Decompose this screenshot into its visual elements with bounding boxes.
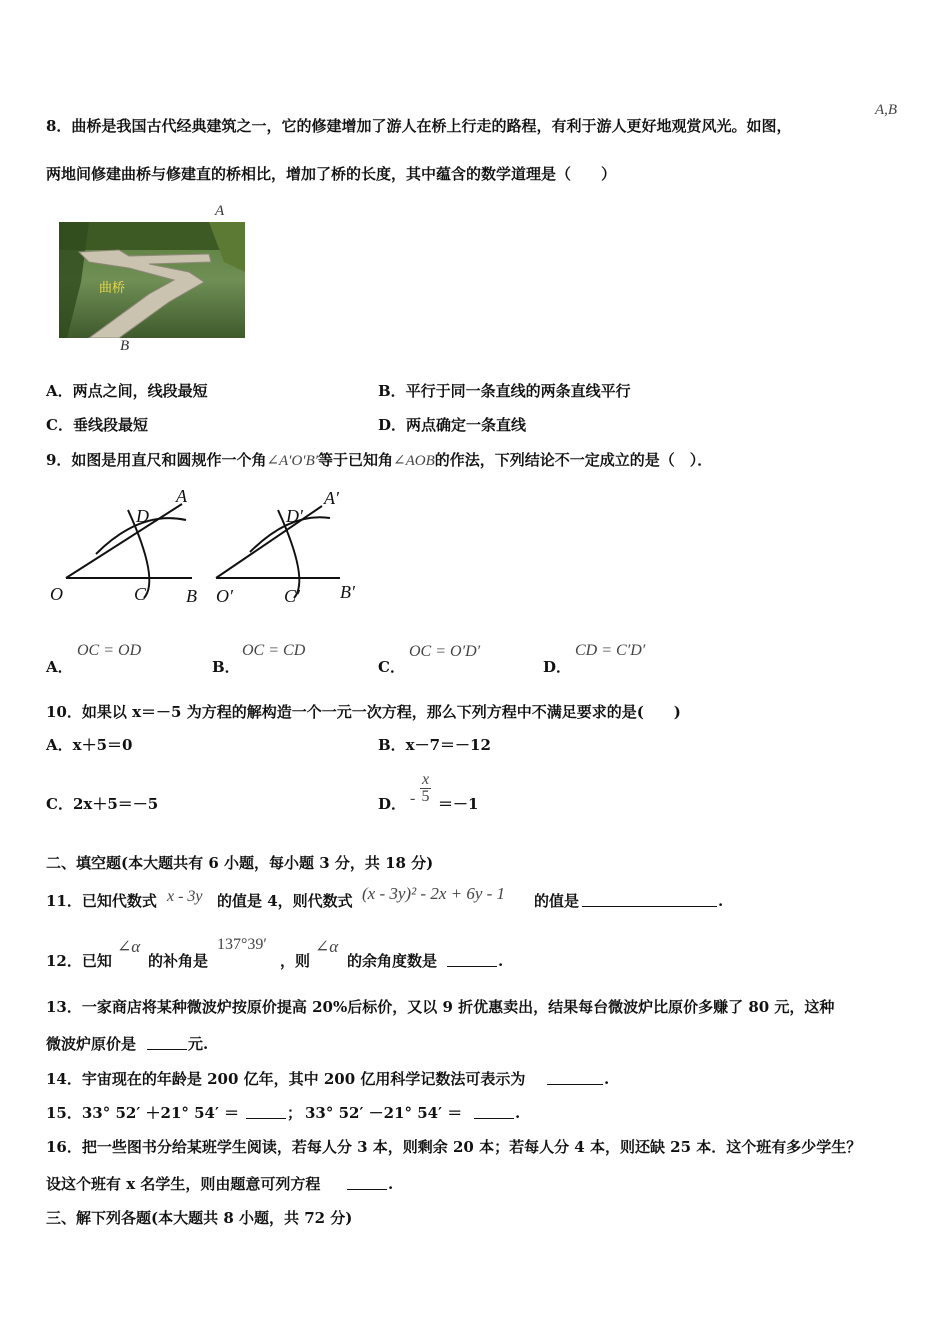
q15-answer-blank-2[interactable] <box>474 1104 514 1119</box>
q10-stem: 10．如果以 x＝－5 为方程的解构造一个一元一次方程，那么下列方程中不满足要求的是( ) <box>46 703 681 721</box>
q12-mid1: 的补角是 <box>148 952 209 970</box>
label-b-prime: B′ <box>340 582 355 602</box>
label-c: C <box>134 584 147 604</box>
q12-alpha2: ∠α <box>315 937 339 956</box>
q10-option-d-letter: D． <box>378 795 407 813</box>
q9-option-b-math: OC = CD <box>242 642 306 659</box>
q15-part1: 15．33° 52′ ＋21° 54′ ＝ <box>46 1104 240 1122</box>
q11-expr2: (x - 3y)² - 2x + 6y - 1 <box>362 884 506 903</box>
q9-stem <box>46 450 712 471</box>
q10-option-d-numerator: x <box>422 771 430 788</box>
q12-answer-blank[interactable] <box>447 952 497 967</box>
q11-answer-blank[interactable] <box>582 892 717 907</box>
section2-heading: 二、填空题(本大题共有 6 小题，每小题 3 分，共 18 分) <box>46 854 434 872</box>
q9-construction-figure <box>40 480 370 610</box>
label-d: D <box>136 506 149 526</box>
label-a-prime: A′ <box>324 488 339 508</box>
q8-option-d: D．两点确定一条直线 <box>378 416 527 434</box>
q14-text: 14．宇宙现在的年龄是 200 亿年，其中 200 亿用科学记数法可表示为 <box>46 1070 526 1088</box>
q15-answer-blank-1[interactable] <box>246 1104 286 1119</box>
q9-option-a-math: OC = OD <box>77 642 142 659</box>
q12-suffix: 的余角度数是 <box>347 952 438 970</box>
section3-heading: 三、解下列各题(本大题共 8 小题，共 72 分) <box>46 1209 353 1227</box>
bridge-photo-image <box>59 222 245 338</box>
q10-option-c: C．2x＋5＝－5 <box>46 795 159 813</box>
q16-line2: 设这个班有 x 名学生，则由题意可列方程 <box>46 1175 321 1193</box>
q9-option-a-letter: A． <box>46 658 73 676</box>
q9-prefix: 9．如图是用直尺和圆规作一个角 <box>46 451 267 469</box>
q8-option-a: A．两点之间，线段最短 <box>46 382 208 400</box>
q15-sep: ； <box>287 1104 303 1122</box>
q13-line1: 13．一家商店将某种微波炉按原价提高 20%后标价，又以 9 折优惠卖出，结果每台微波炉比原价多赚了 80 元，这种 <box>46 998 835 1016</box>
q11-prefix: 11．已知代数式 <box>46 892 157 910</box>
q14-answer-blank[interactable] <box>547 1070 603 1085</box>
photo-label-b: B <box>120 338 130 354</box>
q10-option-a: A．x＋5＝0 <box>46 736 133 754</box>
photo-label-a: A <box>215 203 225 219</box>
q9-angle1: ∠A′O′B′ <box>266 453 319 469</box>
q14-end: . <box>604 1070 610 1088</box>
bridge-photo <box>59 222 245 338</box>
q12-end: . <box>498 952 504 970</box>
q9-option-c-math: OC = O′D′ <box>409 643 481 660</box>
q11-end: . <box>718 892 724 910</box>
q10-option-d-fraction <box>420 772 431 805</box>
q15-part2: 33° 52′ －21° 54′ ＝ <box>305 1104 463 1122</box>
q10-option-d-minus: - <box>410 790 416 807</box>
q8-line2: 两地间修建曲桥与修建直的桥相比，增加了桥的长度，其中蕴含的数学道理是（ ） <box>46 165 617 183</box>
label-b: B <box>186 586 197 606</box>
q8-line1: 8．曲桥是我国古代经典建筑之一，它的修建增加了游人在桥上行走的路程，有利于游人更好地观赏风光。如图， <box>46 117 792 135</box>
q11-mid: 的值是 4，则代数式 <box>217 892 353 910</box>
q8-option-b: B．平行于同一条直线的两条直线平行 <box>378 382 631 400</box>
q8-option-c: C．垂线段最短 <box>46 416 148 434</box>
photo-caption: 曲桥 <box>99 281 126 296</box>
ray-oa <box>66 504 182 578</box>
q9-option-d-letter: D． <box>543 658 572 676</box>
q9-suffix: 的作法，下列结论不一定成立的是（ ）． <box>434 451 713 469</box>
q12-mid2: ，则 <box>280 952 311 970</box>
q12-prefix: 12．已知 <box>46 952 112 970</box>
q12-value: 137°39′ <box>217 936 267 953</box>
q10-option-d-denominator: 5 <box>421 788 430 805</box>
q16-answer-blank[interactable] <box>347 1175 387 1190</box>
label-c-prime: C′ <box>284 586 300 606</box>
label-a: A <box>176 486 187 506</box>
q9-option-c-letter: C． <box>378 658 405 676</box>
q11-suffix: 的值是 <box>534 892 580 910</box>
q12-alpha1: ∠α <box>117 937 141 956</box>
q9-option-b-letter: B． <box>212 658 240 676</box>
q9-middle: 等于已知角 <box>318 451 394 469</box>
label-o: O <box>50 584 63 604</box>
q9-angle2: ∠AOB <box>393 453 435 469</box>
q15-end: . <box>515 1104 521 1122</box>
label-o-prime: O′ <box>216 586 233 606</box>
q16-end: . <box>388 1175 394 1193</box>
q8-ab-math: A,B <box>875 102 898 118</box>
q11-expr1: x - 3y <box>167 888 203 905</box>
q13-end: 元. <box>188 1035 209 1053</box>
q10-option-d <box>378 794 406 814</box>
q16-line1: 16．把一些图书分给某班学生阅读，若每人分 3 本，则剩余 20 本；若每人分 4 本，则还缺 25 本．这个班有多少学生？ <box>46 1138 862 1156</box>
q13-answer-blank[interactable] <box>147 1035 187 1050</box>
ray-o-a-prime <box>216 506 322 578</box>
q10-option-d-rest: ＝－1 <box>438 795 479 813</box>
q10-option-b: B．x－7＝－12 <box>378 736 491 754</box>
q13-line2: 微波炉原价是 <box>46 1035 137 1053</box>
label-d-prime: D′ <box>286 506 303 526</box>
q9-option-d-math: CD = C′D′ <box>575 642 646 659</box>
